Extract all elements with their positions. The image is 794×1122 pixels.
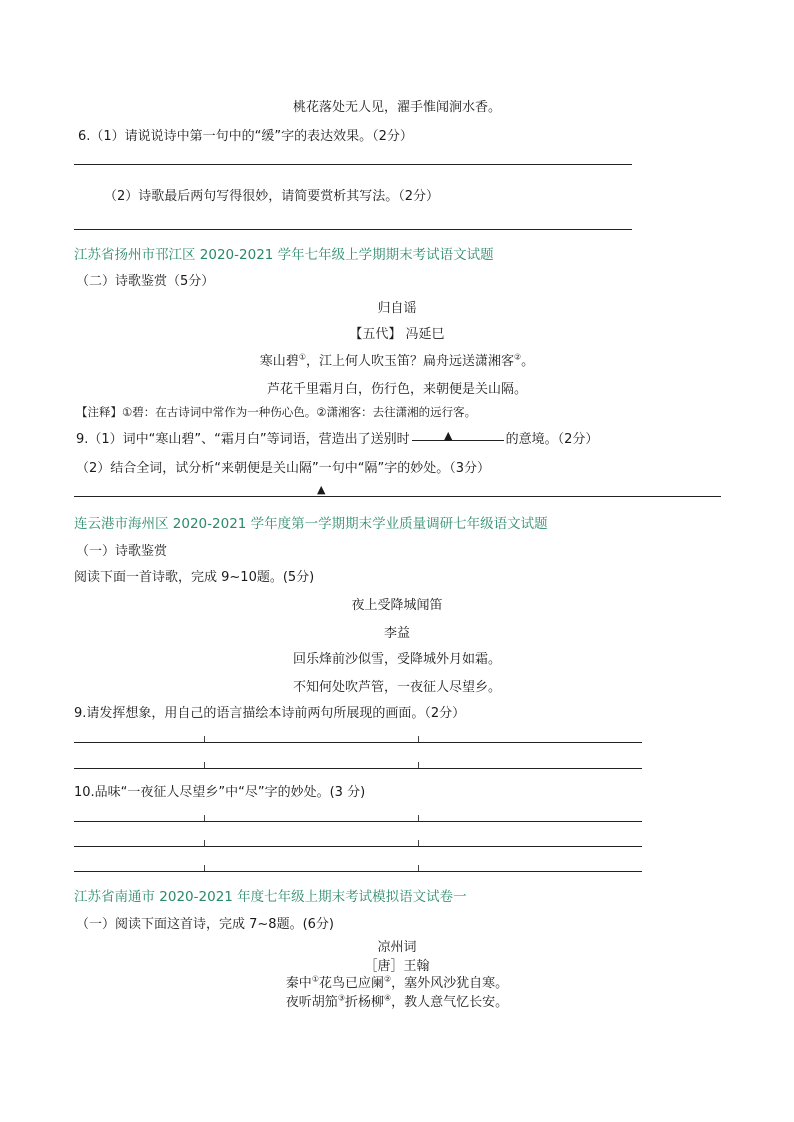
answer-line[interactable] xyxy=(74,742,642,743)
poem-last-line: 桃花落处无人见，濯手惟闻涧水香。 xyxy=(292,100,501,115)
poem-title: 凉州词 xyxy=(377,940,417,955)
annotation: 【注释】①碧：在古诗词中常作为一种伤心色。②潇湘客：去往潇湘的远行客。 xyxy=(76,405,477,419)
poem-author: 李益 xyxy=(383,626,410,641)
answer-line[interactable] xyxy=(74,768,642,769)
footnote-marker: ② xyxy=(514,352,522,362)
answer-line[interactable] xyxy=(74,229,632,230)
poem-author: 【五代】 冯延巳 xyxy=(349,327,445,342)
source-title: 江苏省扬州市邗江区 2020-2021 学年七年级上学期期末考试语文试题 xyxy=(74,247,494,263)
footnote-marker: ④ xyxy=(384,993,392,1003)
poem-line: 回乐烽前沙似雪，受降城外月如霜。 xyxy=(292,652,501,667)
footnote-marker: ① xyxy=(311,974,319,984)
poem-line: 夜听胡笳③折杨柳④，教人意气忆长安。 xyxy=(285,993,509,1010)
source-title: 连云港市海州区 2020-2021 学年度第一学期期末学业质量调研七年级语文试题 xyxy=(74,516,548,532)
section-heading: （二）诗歌鉴赏（5分） xyxy=(76,274,215,289)
instruction: （一）阅读下面这首诗，完成 7~8题。(6分) xyxy=(76,917,334,932)
answer-line[interactable] xyxy=(74,871,642,872)
poem-line: 秦中①花鸟已应阑②，塞外风沙犹自寒。 xyxy=(285,974,509,991)
question-9-1: 9.（1）词中“寒山碧”、“霜月白”等词语，营造出了送别时 的意境。（2分） xyxy=(76,432,599,447)
answer-line[interactable] xyxy=(74,821,642,822)
source-title: 江苏省南通市 2020-2021 年度七年级上期末考试模拟语文试卷一 xyxy=(74,889,467,905)
poem-line: 不知何处吹芦管，一夜征人尽望乡。 xyxy=(292,680,501,695)
triangle-marker: ▲ xyxy=(317,483,326,496)
footnote-marker: ② xyxy=(384,974,392,984)
poem-title: 夜上受降城闻笛 xyxy=(351,598,443,613)
fill-blank[interactable] xyxy=(412,439,504,441)
question-9-2: （2）结合全词，试分析“来朝便是关山隔”一句中“隔”字的妙处。（3分） xyxy=(76,461,490,476)
question-10: 10.品味“一夜征人尽望乡”中“尽”字的妙处。(3 分) xyxy=(74,785,366,800)
question-6-2: （2）诗歌最后两句写得很妙，请简要赏析其写法。（2分） xyxy=(104,189,440,204)
footnote-marker: ③ xyxy=(337,993,345,1003)
answer-line[interactable] xyxy=(74,496,721,497)
question-9: 9.请发挥想象，用自己的语言描绘本诗前两句所展现的画面。（2分） xyxy=(74,706,466,721)
poem-author: ［唐］王翰 xyxy=(364,959,430,974)
instruction: 阅读下面一首诗歌，完成 9~10题。(5分) xyxy=(74,570,315,585)
poem-title: 归自谣 xyxy=(377,301,417,316)
section-heading: （一）诗歌鉴赏 xyxy=(76,544,168,559)
triangle-marker: ▲ xyxy=(444,429,453,442)
answer-line[interactable] xyxy=(74,846,642,847)
poem-line: 寒山碧①，江上何人吹玉笛？扁舟远送潇湘客②。 xyxy=(259,352,535,369)
question-6-1: 6.（1）请说说诗中第一句中的“缓”字的表达效果。（2分） xyxy=(78,129,413,144)
answer-line[interactable] xyxy=(74,164,632,165)
poem-line: 芦花千里霜月白，伤行色，来朝便是关山隔。 xyxy=(266,382,527,397)
footnote-marker: ① xyxy=(298,352,306,362)
